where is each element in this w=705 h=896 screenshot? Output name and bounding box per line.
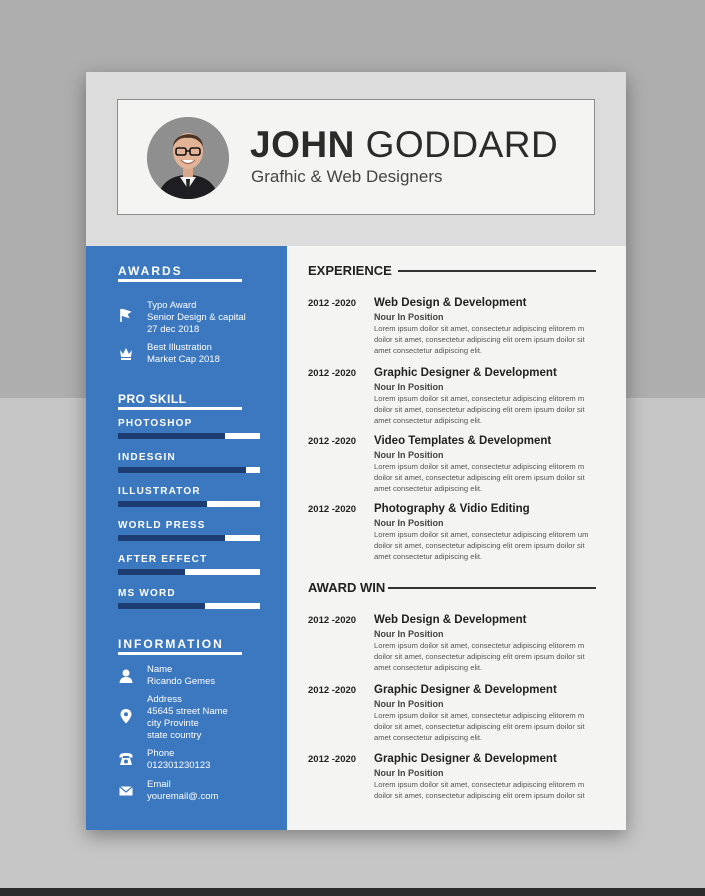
award-win-1-year: 2012 -2020	[308, 615, 357, 626]
award-win-3-year: 2012 -2020	[308, 754, 357, 765]
description-line: amet consectetur adipiscing elit.	[374, 484, 483, 494]
experience-1-year: 2012 -2020	[308, 298, 357, 309]
full-name	[250, 125, 558, 165]
experience-1-title: Web Design & Development	[374, 297, 527, 309]
skill-label: WORLD PRESS	[118, 520, 206, 531]
skill-bar-fill	[118, 467, 246, 473]
crown-icon	[118, 345, 134, 361]
skill-bar	[118, 467, 260, 473]
award-win-rule	[388, 587, 596, 589]
skill-bar	[118, 603, 260, 609]
award-2-detail: Market Cap 2018	[147, 354, 220, 365]
award-1-detail: Senior Design & capital	[147, 312, 246, 323]
experience-3-title: Video Templates & Development	[374, 435, 552, 447]
phone-icon	[118, 751, 134, 767]
description-line: amet consectetur adipiscing elit.	[374, 346, 483, 356]
description-line: doilor sit amet, consectetur adipiscing elit orem ipsum doilor sit	[374, 473, 585, 483]
description-line: Lorem ipsum doilor sit amet, consectetur adipiscing elitorem m	[374, 462, 585, 471]
experience-2-title: Graphic Designer & Development	[374, 367, 557, 379]
description-line: doilor sit amet, consectetur adipiscing elit orem ipsum doilor sit	[374, 722, 585, 732]
envelope-icon	[118, 783, 134, 799]
description-line: doilor sit amet, consectetur adipiscing elit orem ipsum doilor sit	[374, 335, 585, 345]
skill-label: MS WORD	[118, 588, 176, 599]
experience-2-position: Nour In Position	[374, 382, 444, 392]
portrait-photo-icon	[147, 117, 229, 199]
background-bottom-strip	[0, 888, 705, 896]
location-pin-icon	[118, 708, 134, 724]
award-win-2-year: 2012 -2020	[308, 685, 357, 696]
experience-heading: EXPERIENCE	[308, 263, 392, 278]
skill-bar	[118, 569, 260, 575]
info-address-label: Address	[147, 694, 182, 705]
award-win-2-description	[374, 710, 600, 744]
skill-label: PHOTOSHOP	[118, 418, 193, 429]
first-name: JOHN	[250, 124, 355, 165]
info-name-value: Ricando Gemes	[147, 676, 216, 687]
award-win-2-title: Graphic Designer & Development	[374, 684, 557, 696]
description-line: amet consectetur adipiscing elit.	[374, 733, 483, 743]
description-line: doilor sit amet, consectetur adipiscing elit orem ipsum doilor sit	[374, 541, 585, 551]
experience-1-description	[374, 323, 600, 357]
skill-bar	[118, 535, 260, 541]
sidebar	[86, 246, 287, 830]
skill-bar-fill	[118, 535, 225, 541]
award-win-3-description	[374, 779, 600, 801]
experience-3-position: Nour In Position	[374, 450, 444, 460]
skill-bar-fill	[118, 433, 225, 439]
awards-rule	[118, 279, 242, 282]
info-address-line3: state country	[147, 730, 202, 741]
experience-4-title: Photography & Vidio Editing	[374, 503, 530, 515]
resume-page	[86, 72, 626, 830]
description-line: Lorem ipsum doilor sit amet, consectetur adipiscing elitorem m	[374, 394, 585, 403]
info-address-line1: 45645 street Name	[147, 706, 228, 717]
job-title: Grafhic & Web Designers	[251, 167, 443, 186]
skill-bar	[118, 501, 260, 507]
info-phone-label: Phone	[147, 748, 175, 759]
info-name-label: Name	[147, 664, 173, 675]
award-win-1-position: Nour In Position	[374, 629, 444, 639]
experience-3-year: 2012 -2020	[308, 436, 357, 447]
experience-4-position: Nour In Position	[374, 518, 444, 528]
skill-label: INDESGIN	[118, 452, 176, 463]
skills-rule	[118, 407, 242, 410]
award-win-heading: AWARD WIN	[308, 580, 386, 595]
skill-label: ILLUSTRATOR	[118, 486, 201, 497]
last-name: GODDARD	[365, 124, 559, 165]
avatar	[147, 117, 229, 199]
award-win-2-position: Nour In Position	[374, 699, 444, 709]
skill-bar-fill	[118, 569, 185, 575]
info-address-line2: city Provinte	[147, 718, 199, 729]
flag-icon	[118, 307, 134, 323]
award-2-name: Best Illustration	[147, 342, 212, 353]
skill-bar-fill	[118, 603, 205, 609]
description-line: doilor sit amet, consectetur adipiscing elit orem ipsum doilor sit	[374, 405, 585, 415]
description-line: Lorem ipsum doilor sit amet, consectetur adipiscing elitorem m	[374, 324, 585, 333]
description-line: Lorem ipsum doilor sit amet, consectetur adipiscing elitorem m	[374, 641, 585, 650]
award-win-3-title: Graphic Designer & Development	[374, 753, 557, 765]
award-1-name: Typo Award	[147, 300, 197, 311]
info-email-value: youremail@.com	[147, 791, 219, 802]
info-email-label: Email	[147, 779, 171, 790]
description-line: amet consectetur adipiscing elit.	[374, 663, 483, 673]
experience-3-description	[374, 461, 600, 495]
award-win-1-description	[374, 640, 600, 674]
description-line: doilor sit amet, consectetur adipiscing elit orem ipsum doilor sit	[374, 791, 585, 801]
experience-2-year: 2012 -2020	[308, 368, 357, 379]
award-1-date: 27 dec 2018	[147, 324, 200, 335]
information-heading: INFORMATION	[118, 637, 224, 651]
description-line: doilor sit amet, consectetur adipiscing elit orem ipsum doilor sit	[374, 652, 585, 662]
experience-2-description	[374, 393, 600, 427]
skill-label: AFTER EFFECT	[118, 554, 208, 565]
experience-4-year: 2012 -2020	[308, 504, 357, 515]
description-line: Lorem ipsum doilor sit amet, consectetur adipiscing elitorem um	[374, 530, 589, 539]
information-rule	[118, 652, 242, 655]
experience-4-description	[374, 529, 600, 563]
description-line: Lorem ipsum doilor sit amet, consectetur adipiscing elitorem m	[374, 780, 585, 789]
experience-rule	[398, 270, 596, 272]
award-win-3-position: Nour In Position	[374, 768, 444, 778]
description-line: amet consectetur adipiscing elit.	[374, 416, 483, 426]
skills-heading: PRO SKILL	[118, 392, 187, 406]
award-win-1-title: Web Design & Development	[374, 614, 527, 626]
description-line: amet consectetur adipiscing elit.	[374, 552, 483, 562]
info-phone-value: 012301230123	[147, 760, 211, 771]
skill-bar	[118, 433, 260, 439]
awards-heading: AWARDS	[118, 264, 183, 278]
header-box	[117, 99, 595, 215]
user-icon	[118, 668, 134, 684]
description-line: Lorem ipsum doilor sit amet, consectetur adipiscing elitorem m	[374, 711, 585, 720]
experience-1-position: Nour In Position	[374, 312, 444, 322]
skill-bar-fill	[118, 501, 207, 507]
